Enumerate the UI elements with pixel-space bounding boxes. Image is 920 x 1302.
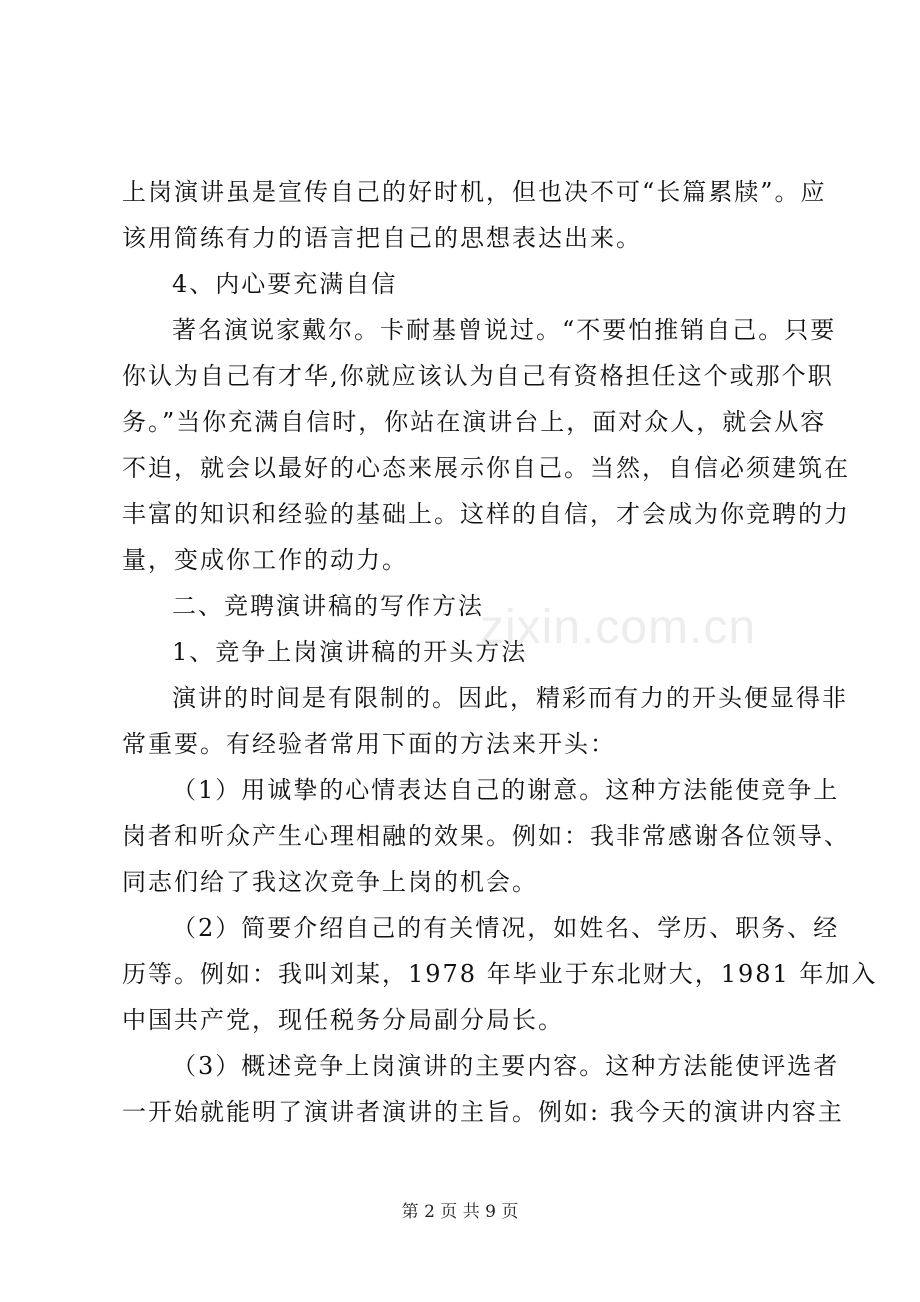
text-line: 中国共产党，现任税务分局副分局长。 [122,1006,564,1034]
text-line: 常重要。有经验者常用下面的方法来开头： [122,730,616,758]
text-line: 历等。例如：我叫刘某，1978 年毕业于东北财大，1981 年加入 [122,960,878,988]
text-line: 不迫，就会以最好的心态来展示你自己。当然，自信必须建筑在 [122,454,850,482]
text-line: （1）用诚挚的心情表达自己的谢意。这种方法能使竞争上 [172,776,840,804]
text-line: （2）简要介绍自己的有关情况，如姓名、学历、职务、经 [172,914,840,942]
text-line: （3）概述竞争上岗演讲的主要内容。这种方法能使评选者 [172,1052,840,1080]
text-line: 你认为自己有才华,你就应该认为自己有资格担任这个或那个职 [122,362,834,390]
text-line: 著名演说家戴尔。卡耐基曾说过。“不要怕推销自己。只要 [172,316,837,344]
page-footer: 第 2 页 共 9 页 [401,1202,519,1222]
text-line: 一开始就能明了演讲者演讲的主旨。例如: 我今天的演讲内容主 [122,1098,844,1126]
watermark: zixin.com.cn [480,601,757,654]
text-line: 丰富的知识和经验的基础上。这样的自信，才会成为你竞聘的力 [122,500,850,528]
text-line: 演讲的时间是有限制的。因此，精彩而有力的开头便显得非 [172,684,848,712]
text-line: 量，变成你工作的动力。 [122,546,408,574]
text-line: 同志们给了我这次竞争上岗的机会。 [122,868,538,896]
text-line: 该用简练有力的语言把自己的思想表达出来。 [122,224,642,252]
text-line: 岗者和听众产生心理相融的效果。例如：我非常感谢各位领导、 [122,822,850,850]
section-heading: 1、竞争上岗演讲稿的开头方法 [172,638,528,666]
section-heading: 二、竞聘演讲稿的写作方法 [172,592,484,620]
text-line: 上岗演讲虽是宣传自己的好时机，但也决不可“长篇累牍”。应 [122,178,827,206]
section-heading: 4、内心要充满自信 [172,270,398,298]
text-line: 务。”当你充满自信时，你站在演讲台上，面对众人，就会从容 [122,408,827,436]
